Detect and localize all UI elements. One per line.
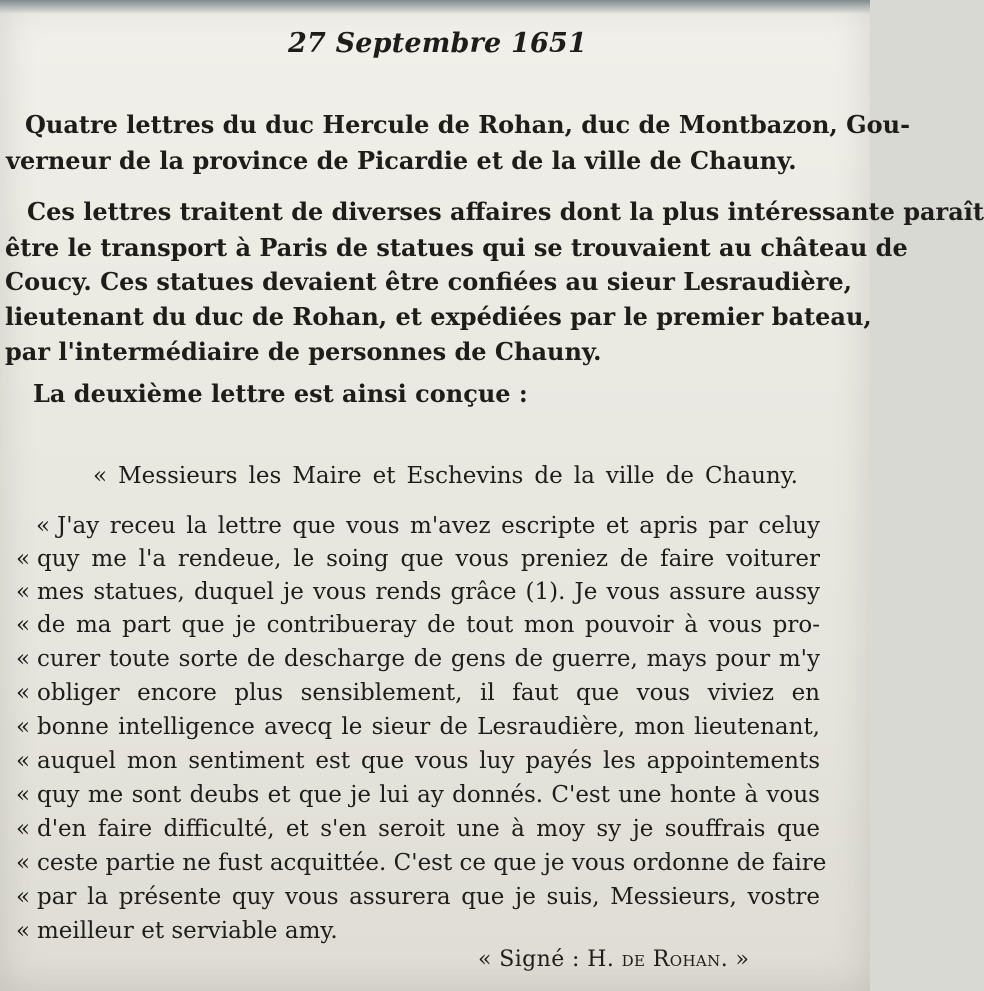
summary-line-1: Quatre lettres du duc Hercule de Rohan, duc de Montbazon, Gou- (25, 110, 911, 139)
letter-line-6: « obliger encore plus sensiblement, il faut que vous viviez en (15, 680, 820, 706)
letter-line-2: « quy me l'a rendeue, le soing que vous preniez de faire voiturer (15, 546, 820, 572)
letter-line-13: « meilleur et serviable amy. (15, 918, 338, 944)
letter-line-8: « auquel mon sentiment est que vous luy payés les appointements (15, 748, 820, 774)
intro-line: La deuxième lettre est ainsi conçue : (33, 379, 528, 408)
letter-salutation: « Messieurs les Maire et Eschevins de la ville de Chauny. (93, 463, 798, 489)
letter-signature: « Signé : H. de Rohan. » (478, 947, 750, 972)
letter-line-11: « ceste partie ne fust acquittée. C'est ce que je vous ordonne de faire (15, 850, 827, 876)
letter-line-1: « J'ay receu la lettre que vous m'avez escripte et apris par celuy (35, 513, 820, 539)
description-line-3: Coucy. Ces statues devaient être confiées au sieur Lesraudière, (5, 267, 852, 296)
description-line-5: par l'intermédiaire de personnes de Chauny. (5, 337, 602, 366)
letter-line-12: « par la présente quy vous assurera que je suis, Messieurs, vostre (15, 884, 820, 910)
letter-line-3: « mes statues, duquel je vous rends grâce (1). Je vous assure aussy (15, 579, 820, 605)
summary-line-2: verneur de la province de Picardie et de la ville de Chauny. (6, 146, 797, 175)
description-line-2: être le transport à Paris de statues qui se trouvaient au château de (5, 233, 908, 262)
letter-line-4: « de ma part que je contribueray de tout mon pouvoir à vous pro- (15, 612, 820, 638)
letter-line-7: « bonne intelligence avecq le sieur de Lesraudière, mon lieutenant, (15, 714, 820, 740)
top-shadow (0, 0, 870, 14)
description-line-4: lieutenant du duc de Rohan, et expédiées par le premier bateau, (5, 302, 872, 331)
description-line-1: Ces lettres traitent de diverses affaires dont la plus intéressante paraît (27, 197, 984, 226)
document-date: 27 Septembre 1651 (288, 28, 587, 59)
letter-line-10: « d'en faire difficulté, et s'en seroit une à moy sy je souffrais que (15, 816, 820, 842)
letter-line-5: « curer toute sorte de descharge de gens de guerre, mays pour m'y (15, 646, 820, 672)
letter-line-9: « quy me sont deubs et que je lui ay donnés. C'est une honte à vous (15, 782, 820, 808)
